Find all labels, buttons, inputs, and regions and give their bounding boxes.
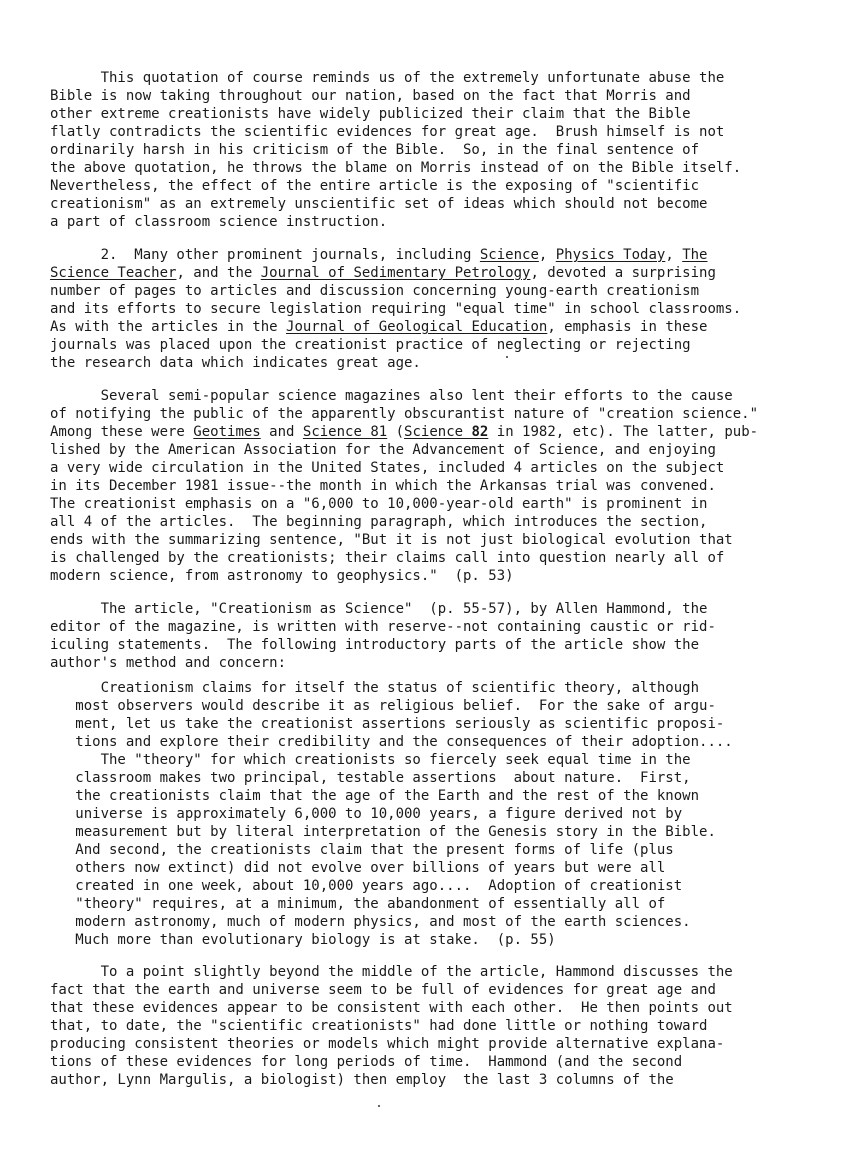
- magazine-title-science-82: Science: [404, 424, 472, 440]
- text-line: Several semi-popular science magazines also lent their efforts to the cause: [50, 388, 733, 404]
- text-line: [50, 423, 758, 441]
- quote-line: universe is approximately 6,000 to 10,000 years, a figure derived not by: [50, 806, 683, 822]
- text-line: flatly contradicts the scientific evidences for great age. Brush himself is not: [50, 124, 725, 140]
- text-line: all 4 of the articles. The beginning paragraph, which introduces the section,: [50, 514, 708, 530]
- text-line: lished by the American Association for the Advancement of Science, and enjoying: [50, 442, 716, 458]
- text-line: This quotation of course reminds us of the extremely unfortunate abuse the: [50, 70, 725, 86]
- text-line: of notifying the public of the apparently obscurantist nature of "creation science.": [50, 406, 759, 422]
- journal-title-physics-today: Physics Today: [555, 247, 666, 263]
- magazine-title-science-82-number: 82: [471, 424, 489, 440]
- text-line: Nevertheless, the effect of the entire article is the exposing of "scientific: [50, 178, 700, 194]
- text-span: ,: [665, 247, 683, 263]
- quote-line: Much more than evolutionary biology is at stake. (p. 55): [50, 932, 556, 948]
- quote-line: classroom makes two principal, testable assertions about nature. First,: [50, 770, 691, 786]
- text-line: that, to date, the "scientific creationists" had done little or nothing toward: [50, 1018, 708, 1034]
- quote-line: The "theory" for which creationists so fiercely seek equal time in the: [50, 752, 691, 768]
- text-line: modern science, from astronomy to geophysics." (p. 53): [50, 568, 514, 584]
- quote-line: the creationists claim that the age of the Earth and the rest of the known: [50, 788, 700, 804]
- quote-line: And second, the creationists claim that the present forms of life (plus: [50, 842, 674, 858]
- text-line: ordinarily harsh in his criticism of the Bible. So, in the final sentence of: [50, 142, 700, 158]
- stray-mark: [506, 356, 508, 358]
- text-line: a part of classroom science instruction.: [50, 214, 388, 230]
- text-line: other extreme creationists have widely publicized their claim that the Bible: [50, 106, 691, 122]
- text-line: in its December 1981 issue--the month in which the Arkansas trial was convened.: [50, 478, 716, 494]
- text-span: , devoted a surprising: [530, 265, 716, 281]
- text-span: Among these were: [50, 424, 194, 440]
- text-line: editor of the magazine, is written with reserve--not containing caustic or rid-: [50, 619, 716, 635]
- text-line: ends with the summarizing sentence, "But it is not just biological evolution that: [50, 532, 733, 548]
- text-line: number of pages to articles and discussion concerning young-earth creationism: [50, 283, 700, 299]
- text-line: is challenged by the creationists; their claims call into question nearly all of: [50, 550, 725, 566]
- text-line: iculing statements. The following introductory parts of the article show the: [50, 637, 700, 653]
- text-span: , emphasis in these: [547, 319, 708, 335]
- text-line: journals was placed upon the creationist practice of neglecting or rejecting: [50, 337, 691, 353]
- quote-line: "theory" requires, at a minimum, the abandonment of essentially all of: [50, 896, 666, 912]
- text-line: fact that the earth and universe seem to be full of evidences for great age and: [50, 982, 716, 998]
- quote-line: Creationism claims for itself the status of scientific theory, although: [50, 680, 700, 696]
- magazine-title-geotimes: Geotimes: [193, 424, 261, 440]
- journal-title-geological-education: Journal of Geological Education: [286, 319, 548, 335]
- stray-mark: [378, 1105, 380, 1107]
- text-span: 2. Many other prominent journals, including: [50, 247, 480, 263]
- text-line: To a point slightly beyond the middle of the article, Hammond discusses the: [50, 964, 733, 980]
- text-line: the research data which indicates great age.: [50, 355, 421, 371]
- journal-title-science: Science: [479, 247, 539, 263]
- text-line: the above quotation, he throws the blame on Morris instead of on the Bible itself.: [50, 160, 742, 176]
- quote-line: measurement but by literal interpretation of the Genesis story in the Bible.: [50, 824, 716, 840]
- text-line: a very wide circulation in the United States, included 4 articles on the subject: [50, 460, 725, 476]
- text-line: author's method and concern:: [50, 655, 287, 671]
- quote-line: created in one week, about 10,000 years ago.... Adoption of creationist: [50, 878, 683, 894]
- text-line: The creationist emphasis on a "6,000 to 10,000-year-old earth" is prominent in: [50, 496, 708, 512]
- text-line: author, Lynn Margulis, a biologist) then employ the last 3 columns of the: [50, 1072, 674, 1088]
- quote-line: tions and explore their credibility and the consequences of their adoption....: [50, 734, 733, 750]
- magazine-title-science-81: Science 81: [302, 424, 388, 440]
- quote-line: most observers would describe it as religious belief. For the sake of argu-: [50, 698, 716, 714]
- quote-line: ment, let us take the creationist assertions seriously as scientific proposi-: [50, 716, 725, 732]
- text-span: , and the: [176, 265, 261, 281]
- journal-title-the: The: [682, 247, 708, 263]
- text-line: creationism" as an extremely unscientific set of ideas which should not become: [50, 196, 708, 212]
- text-line: [50, 264, 716, 282]
- text-span: ,: [538, 247, 556, 263]
- text-line: The article, "Creationism as Science" (p. 55-57), by Allen Hammond, the: [50, 601, 708, 617]
- quote-line: others now extinct) did not evolve over billions of years but were all: [50, 860, 666, 876]
- text-line: [50, 318, 707, 336]
- text-line: [50, 246, 707, 264]
- journal-title-sedimentary-petrology: Journal of Sedimentary Petrology: [260, 265, 531, 281]
- text-span: and: [260, 424, 303, 440]
- text-line: tions of these evidences for long periods of time. Hammond (and the second: [50, 1054, 683, 1070]
- journal-title-science-teacher: Science Teacher: [50, 265, 177, 281]
- text-line: and its efforts to secure legislation requiring "equal time" in school classrooms.: [50, 301, 742, 317]
- quote-line: modern astronomy, much of modern physics, and most of the earth sciences.: [50, 914, 691, 930]
- text-span: As with the articles in the: [50, 319, 287, 335]
- text-line: producing consistent theories or models which might provide alternative explana-: [50, 1036, 725, 1052]
- text-line: Bible is now taking throughout our nation, based on the fact that Morris and: [50, 88, 691, 104]
- text-line: that these evidences appear to be consistent with each other. He then points out: [50, 1000, 733, 1016]
- text-span: (: [387, 424, 405, 440]
- text-span: in 1982, etc). The latter, pub-: [488, 424, 759, 440]
